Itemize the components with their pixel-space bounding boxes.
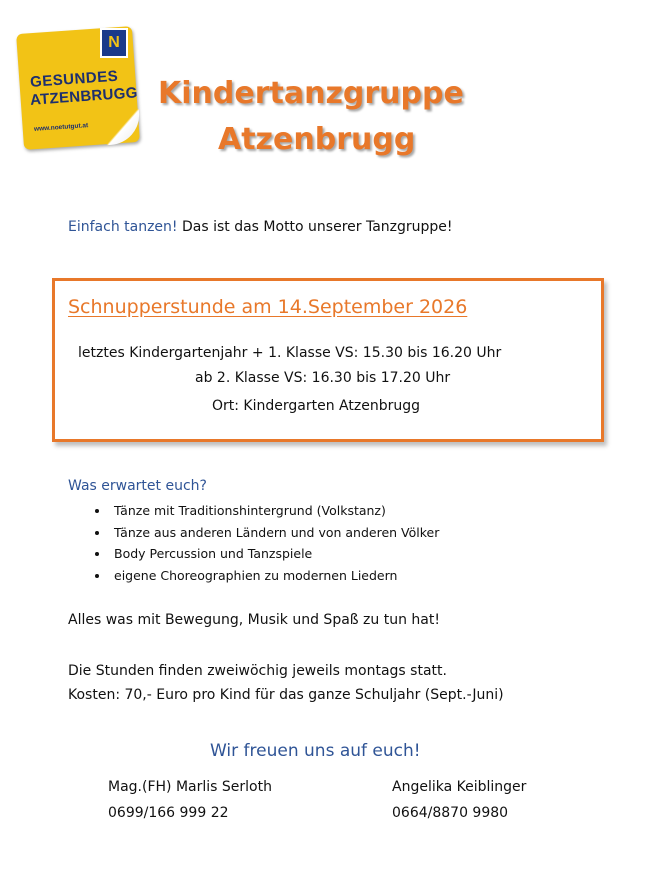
trial-line3-value: : Kindergarten Atzenbrugg (234, 398, 420, 414)
trial-lesson-heading: Schnupperstunde am 14.September 2026 (68, 296, 468, 318)
closing-line: Wir freuen uns auf euch! (210, 741, 421, 761)
page-title-line1: Kindertanzgruppe (158, 76, 464, 111)
trial-line2-value: : 16.30 bis 17.20 Uhr (302, 370, 451, 386)
schedule-line1: Die Stunden finden zweiwöchig jeweils montags statt. (68, 663, 447, 679)
noe-badge-icon: N (100, 28, 128, 58)
trial-time-line1 (78, 345, 501, 361)
contact-phone: 0664/8870 9980 (392, 805, 509, 821)
intro-rest: Das ist das Motto unserer Tanzgruppe! (177, 219, 453, 235)
trial-line2-label: ab 2. Klasse VS (195, 370, 303, 386)
list-item: • Tänze aus anderen Ländern und von anderen Völker (110, 522, 439, 544)
gesundes-atzenbrugg-logo (20, 24, 142, 146)
trial-time-line2 (195, 370, 450, 386)
logo-url: www.noetutgut.at (33, 122, 89, 133)
expect-list (92, 500, 439, 586)
list-item: • eigene Choreographien zu modernen Liedern (110, 565, 439, 587)
contact-name: Angelika Keiblinger (392, 779, 527, 795)
intro-line (68, 219, 453, 235)
trial-location-line (212, 398, 420, 414)
trial-line1-value: : 15.30 bis 16.20 Uhr (353, 345, 502, 361)
schedule-line2: Kosten: 70,- Euro pro Kind für das ganze Schuljahr (Sept.-Juni) (68, 687, 504, 703)
list-item: • Tänze mit Traditionshintergrund (Volkstanz) (110, 500, 439, 522)
logo-line2: ATZENBRUGG (29, 84, 139, 109)
page-title-line2: Atzenbrugg (218, 122, 416, 157)
contact-name: Mag.(FH) Marlis Serloth (108, 779, 272, 795)
list-item: • Body Percussion und Tanzspiele (110, 543, 439, 565)
expect-heading: Was erwartet euch? (68, 478, 207, 494)
everything-line: Alles was mit Bewegung, Musik und Spaß zu tun hat! (68, 612, 440, 628)
intro-highlight: Einfach tanzen! (68, 219, 178, 235)
logo-line1: GESUNDES (29, 67, 119, 91)
trial-line1-label: letztes Kindergartenjahr + 1. Klasse VS (78, 345, 354, 361)
trial-line3-label: Ort (212, 398, 235, 414)
contact-phone: 0699/166 999 22 (108, 805, 229, 821)
